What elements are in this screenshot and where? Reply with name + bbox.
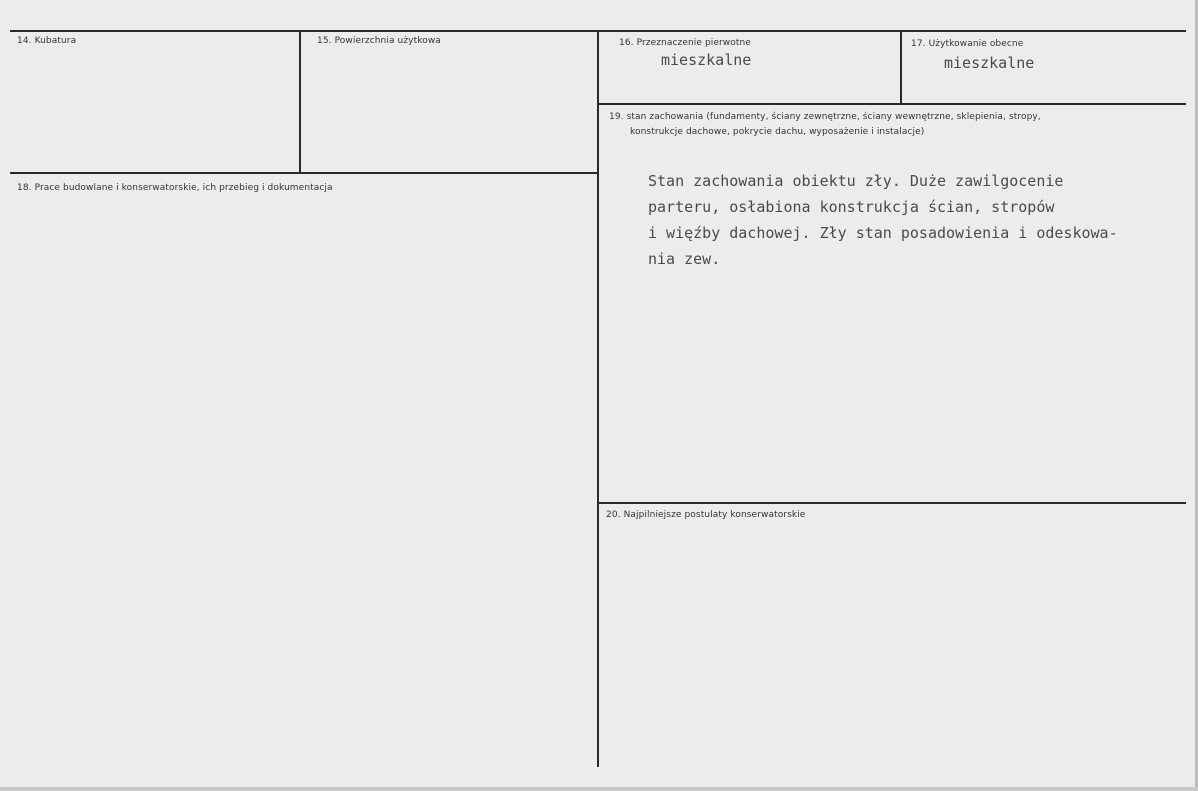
- field-14-label: 14. Kubatura: [17, 36, 77, 46]
- center-divider: [597, 31, 599, 767]
- field-19-value: [648, 168, 1118, 272]
- field-19-value-line: i więźby dachowej. Zły stan posadowienia i odeskowa-: [648, 224, 1118, 242]
- field-15-label: 15. Powierzchnia użytkowa: [317, 36, 441, 46]
- field-19-value-line: nia zew.: [648, 250, 721, 268]
- divider-16-17: [900, 31, 902, 104]
- field-18-label: 18. Prace budowlane i konserwatorskie, ich przebieg i dokumentacja: [17, 183, 333, 193]
- field-19-value-line: Stan zachowania obiektu zły. Duże zawilgocenie: [648, 172, 1064, 190]
- rule-below-19: [598, 502, 1186, 504]
- field-17-value: mieszkalne: [944, 54, 1035, 72]
- field-19-value-line: parteru, osłabiona konstrukcja ścian, stropów: [648, 198, 1055, 216]
- field-19-label-line2: konstrukcje dachowe, pokrycie dachu, wyposażenie i instalacje): [630, 127, 925, 137]
- rule-below-16-17: [598, 103, 1186, 105]
- divider-14-15: [299, 31, 301, 173]
- field-20-label: 20. Najpilniejsze postulaty konserwatorskie: [606, 510, 806, 520]
- field-19-label-line1: 19. stan zachowania (fundamenty, ściany zewnętrzne, ściany wewnętrzne, sklepienia, stropy,: [609, 112, 1041, 122]
- rule-below-14-15: [10, 172, 598, 174]
- field-16-label: 16. Przeznaczenie pierwotne: [619, 38, 751, 48]
- field-17-label: 17. Użytkowanie obecne: [911, 39, 1024, 49]
- paper-bottom-edge: [0, 787, 1198, 791]
- field-16-value: mieszkalne: [661, 51, 752, 69]
